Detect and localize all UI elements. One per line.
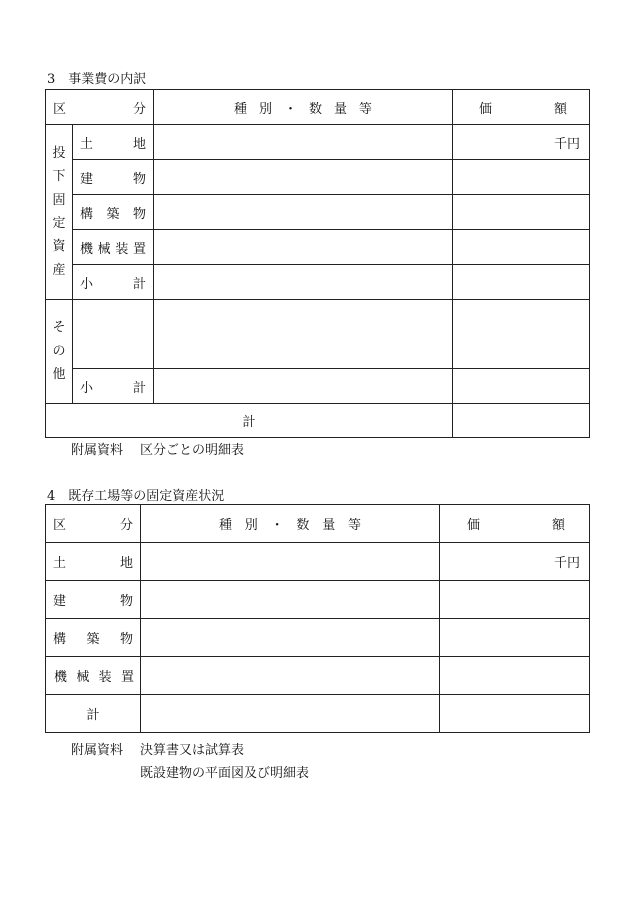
row-label-structure: 構 築 物 [73,195,154,230]
detail-cell[interactable] [154,125,453,160]
row-label-land: 土 地 [73,125,154,160]
detail-cell[interactable] [141,695,440,733]
section4-footnote-line-1: 決算書又は試算表 [140,743,245,758]
amount-cell[interactable] [453,160,590,195]
detail-cell[interactable] [154,369,453,404]
detail-cell[interactable] [141,657,440,695]
kagaku-header: 価 額 [453,90,590,125]
fixed-assets-group-label: 投 下 固 定 資 産 [46,125,73,300]
detail-cell[interactable] [154,230,453,265]
amount-cell[interactable] [453,195,590,230]
detail-cell[interactable] [141,543,440,581]
amount-cell[interactable] [440,619,590,657]
row-label-subtotal: 小 計 [73,265,154,300]
amount-cell[interactable] [453,230,590,265]
detail-cell[interactable] [141,581,440,619]
row-label-building: 建 物 [46,581,141,619]
section3-footnote-text: 区分ごとの明細表 [140,443,245,458]
row-label-land: 土 地 [46,543,141,581]
row-label-structure: 構 築 物 [46,619,141,657]
other-group-label: そ の 他 [46,300,73,404]
amount-cell[interactable] [453,300,590,369]
section3-heading: 3 事業費の内訳 [47,72,147,87]
amount-cell[interactable] [453,265,590,300]
grand-total-label: 計 [46,404,453,438]
total-label: 計 [46,695,141,733]
section4-footnote-label: 附属資料 [71,743,124,758]
kubun-header: 区 分 [46,505,141,543]
row-label-machinery: 機 械 装 置 [46,657,141,695]
section4-table [45,504,590,733]
amount-cell[interactable] [440,657,590,695]
detail-cell[interactable] [154,160,453,195]
amount-cell[interactable]: 千円 [440,543,590,581]
amount-cell[interactable] [453,369,590,404]
row-label-other-subtotal: 小 計 [73,369,154,404]
section4-footnote-line-2: 既設建物の平面図及び明細表 [140,766,310,781]
amount-cell[interactable] [453,404,590,438]
row-label-building: 建 物 [73,160,154,195]
section3-table [45,89,590,438]
amount-cell[interactable] [440,695,590,733]
row-label-machinery: 機 械 装 置 [73,230,154,265]
section3-footnote-label: 附属資料 [71,443,124,458]
amount-cell[interactable] [440,581,590,619]
shubetsu-header: 種 別 ・ 数 量 等 [141,505,440,543]
amount-cell[interactable]: 千円 [453,125,590,160]
shubetsu-header: 種 別 ・ 数 量 等 [154,90,453,125]
detail-cell[interactable] [154,300,453,369]
detail-cell[interactable] [141,619,440,657]
section4-heading: 4 既存工場等の固定資産状況 [47,489,225,504]
other-item-label-cell[interactable] [73,300,154,369]
kagaku-header: 価 額 [440,505,590,543]
kubun-header: 区 分 [46,90,154,125]
detail-cell[interactable] [154,195,453,230]
detail-cell[interactable] [154,265,453,300]
